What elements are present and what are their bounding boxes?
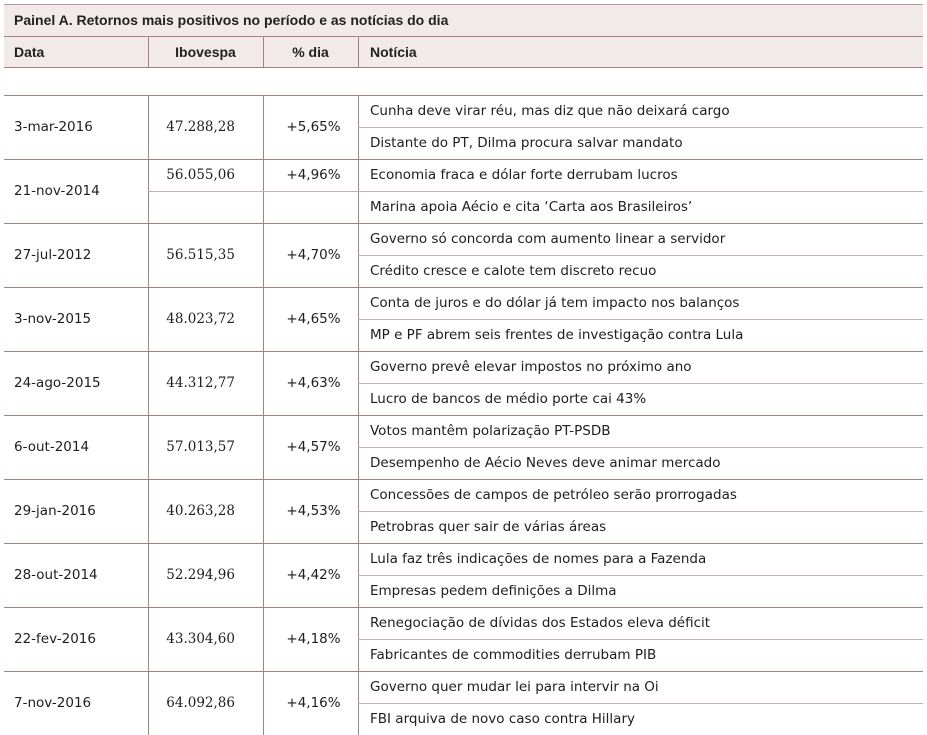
row-date: 28-out-2014 — [14, 567, 98, 583]
row-pct: +4,65% — [286, 311, 341, 327]
header-date: Data — [14, 44, 45, 60]
row-news-item: Votos mantêm polarização PT-PSDB — [370, 423, 611, 439]
row-subdivider — [148, 191, 358, 192]
row-date: 21-nov-2014 — [14, 183, 100, 199]
row-ibovespa: 52.294,96 — [166, 567, 235, 583]
row-news-item: Empresas pedem definições a Dilma — [370, 583, 617, 599]
row-news-item: FBI arquiva de novo caso contra Hillary — [370, 711, 635, 727]
row-ibovespa: 43.304,60 — [166, 631, 235, 647]
row-date: 29-jan-2016 — [14, 503, 96, 519]
row-ibovespa: 57.013,57 — [166, 439, 235, 455]
row-pct: +4,96% — [286, 167, 341, 183]
header-pct: % dia — [292, 44, 329, 60]
table-header — [4, 36, 923, 68]
row-ibovespa: 56.055,06 — [166, 167, 235, 183]
row-news-item: Fabricantes de commodities derrubam PIB — [370, 647, 657, 663]
row-news-item: Lucro de bancos de médio porte cai 43% — [370, 391, 647, 407]
row-pct: +4,57% — [286, 439, 341, 455]
row-news-item: Governo quer mudar lei para intervir na Oi — [370, 679, 659, 695]
row-news-item: Crédito cresce e calote tem discreto recuo — [370, 263, 657, 279]
row-ibovespa: 64.092,86 — [166, 695, 235, 711]
row-ibovespa: 48.023,72 — [166, 311, 235, 327]
row-pct: +4,53% — [286, 503, 341, 519]
row-news-item: Conta de juros e do dólar já tem impacto nos balanços — [370, 295, 740, 311]
row-news-item: Concessões de campos de petróleo serão prorrogadas — [370, 487, 737, 503]
row-news-item: Cunha deve virar réu, mas diz que não deixará cargo — [370, 103, 730, 119]
row-news-item: Renegociação de dívidas dos Estados eleva déficit — [370, 615, 711, 631]
row-pct: +5,65% — [286, 119, 341, 135]
row-news-item: Governo prevê elevar impostos no próximo ano — [370, 359, 692, 375]
row-news-item: MP e PF abrem seis frentes de investigação contra Lula — [370, 327, 744, 343]
row-date: 3-nov-2015 — [14, 311, 92, 327]
header-divider — [358, 37, 359, 67]
row-ibovespa: 40.263,28 — [166, 503, 235, 519]
row-news-item: Desempenho de Aécio Neves deve animar mercado — [370, 455, 721, 471]
row-pct: +4,63% — [286, 375, 341, 391]
row-news-item: Economia fraca e dólar forte derrubam lucros — [370, 167, 678, 183]
row-date: 27-jul-2012 — [14, 247, 92, 263]
row-date: 7-nov-2016 — [14, 695, 92, 711]
header-ibovespa: Ibovespa — [175, 44, 236, 60]
header-news: Notícia — [370, 44, 417, 60]
row-news-item: Marina apoia Aécio e cita ‘Carta aos Brasileiros’ — [370, 199, 693, 215]
row-ibovespa: 47.288,28 — [166, 119, 235, 135]
row-pct: +4,18% — [286, 631, 341, 647]
row-date: 3-mar-2016 — [14, 119, 93, 135]
row-ibovespa: 56.515,35 — [166, 247, 235, 263]
row-news-item: Petrobras quer sair de várias áreas — [370, 519, 607, 535]
row-news-item: Governo só concorda com aumento linear a servidor — [370, 231, 726, 247]
row-pct: +4,70% — [286, 247, 341, 263]
row-news-item: Distante do PT, Dilma procura salvar mandato — [370, 135, 683, 151]
row-date: 6-out-2014 — [14, 439, 90, 455]
row-pct: +4,16% — [286, 695, 341, 711]
row-ibovespa: 44.312,77 — [166, 375, 235, 391]
panel-title: Painel A. Retornos mais positivos no período e as notícias do dia — [4, 4, 923, 36]
row-date: 24-ago-2015 — [14, 375, 101, 391]
row-news-item: Lula faz três indicações de nomes para a Fazenda — [370, 551, 707, 567]
row-date: 22-fev-2016 — [14, 631, 96, 647]
row-pct: +4,42% — [286, 567, 341, 583]
